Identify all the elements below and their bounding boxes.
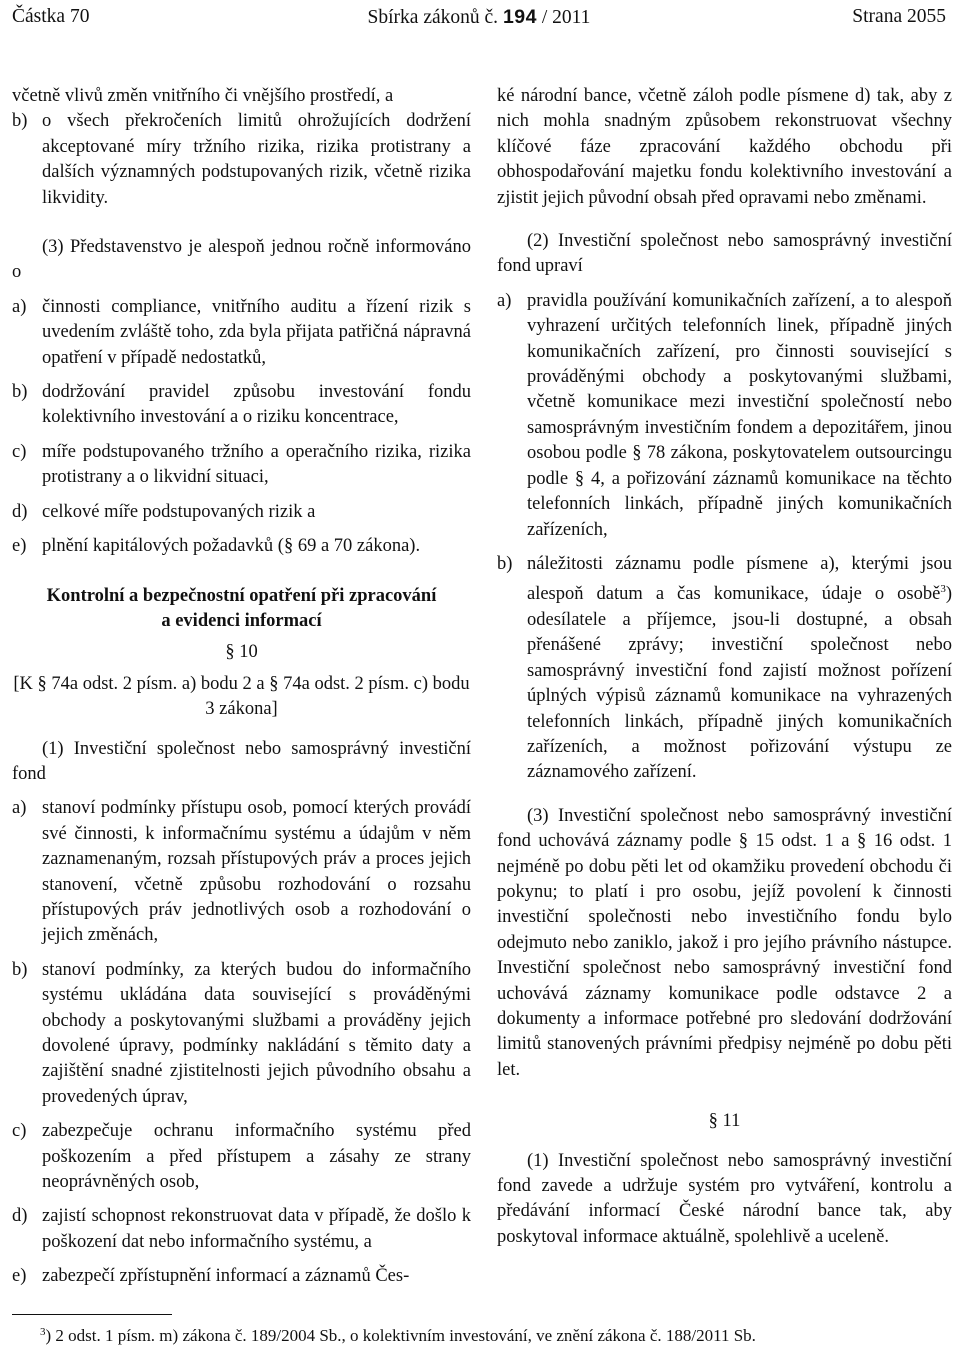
item-marker: d)	[12, 501, 28, 522]
item-marker: d)	[12, 1206, 28, 1227]
item-marker: c)	[12, 441, 27, 462]
list-item	[12, 440, 471, 491]
item-text: dodržování pravidel způsobu investování fondu kolektivního investování a o riziku koncentrace,	[42, 382, 471, 428]
item-marker: b)	[12, 959, 28, 980]
item-marker: c)	[12, 1121, 27, 1142]
list-item	[12, 958, 471, 1110]
paragraph-number: § 11	[708, 1111, 741, 1132]
item-marker: b)	[497, 553, 513, 574]
item-marker: b)	[12, 382, 28, 403]
item-text: zabezpečí zpřístupnění informací a záznamů Čes-	[42, 1266, 410, 1287]
item-text: stanoví podmínky, za kterých budou do informačního systému ukládána data související s prováděnými obchody a poskytovanými službami a prováděny jejich dovolené úpravy, podmínky nakládání s těmito daty a zajištění snadné zjistitelnosti jejich původního obsahu a provedených úprav,	[42, 959, 471, 1107]
list-item	[497, 552, 952, 786]
page-header	[12, 4, 946, 30]
paragraph-3: (3) Představenstvo je alespoň jednou ročně informováno o	[12, 237, 471, 283]
legal-reference: [K § 74a odst. 2 písm. a) bodu 2 a § 74a odst. 2 písm. c) bodu 3 zákona]	[13, 673, 470, 720]
collection-prefix: Sbírka zákonů č.	[367, 7, 499, 28]
item-text: činnosti compliance, vnitřního auditu a řízení rizik s uvedením zvláště toho, zda byla přijata patřičná nápravná opatření v případě nedostatků,	[42, 296, 471, 368]
list-item	[12, 380, 471, 431]
footnote-ref[interactable]: 3	[940, 583, 946, 596]
right-column	[497, 84, 952, 1250]
collection-title	[12, 4, 946, 31]
list-item	[12, 534, 471, 559]
footnote	[40, 1322, 756, 1346]
item-text	[527, 554, 952, 782]
page-number: Strana 2055	[852, 6, 946, 27]
paragraph-2: (2) Investiční společnost nebo samosprávný investiční fond upraví	[497, 231, 952, 277]
paragraph-3: (3) Investiční společnost nebo samosprávný investiční fond uchovává záznamy podle § 15 odst. 1 a § 16 odst. 1 nejméně po dobu pěti let od okamžiku provedení obchodu či pokynu; to platí i pro osobu, jejíž povolení k činnosti investiční společnosti nebo investičního fondu bylo odejmuto nebo zaniklo, jakož i pro jejího právního nástupce. Investiční společnost nebo samosprávný investiční fond uchovává záznamy komunikace podle odstavce 2 a dokumenty a informace potřebné pro sledování dodržování limitů stanovených právními předpisy nejméně po dobu pěti let.	[497, 805, 952, 1080]
continued-text: ké národní bance, včetně záloh podle písmene d) tak, aby z nich mohla snadným způsobem rekonstruovat všechny klíčové fáze zpracování každého obchodu při obhospodařování majetku fondu kolektivního investování a zjistit jejich původní obsah před opravami nebo změnami.	[497, 86, 952, 208]
footnote-marker: 3	[40, 1326, 46, 1338]
paragraph-number: § 10	[225, 642, 258, 663]
item-marker: e)	[12, 1266, 27, 1287]
item-text: míře podstupovaného tržního a operačního rizika, rizika protistrany a o likvidní situaci,	[42, 441, 471, 488]
list-1	[12, 796, 471, 1289]
footnote-separator	[12, 1314, 172, 1315]
left-column	[12, 84, 471, 1290]
list-item	[12, 1119, 471, 1195]
list-item	[12, 295, 471, 371]
list-item	[497, 289, 952, 543]
item-marker: a)	[497, 290, 512, 311]
item-text: celkové míře podstupovaných rizik a	[42, 501, 316, 522]
item-text-end: ) odesílatele a příjemce, jsou-li dostupné, a obsah přenášené zprávy; investiční společnost nebo samosprávný investiční fond zajistí možnost pořízení úplných výpisů záznamů komunikace na vyhrazených telefonních linkách, případně jiných komunikačních zařízeních, a možnost pořizování výstupu ze záznamového zařízení.	[527, 584, 952, 783]
collection-year: / 2011	[541, 7, 591, 28]
section-title: Kontrolní a bezpečnostní opatření při zpracování a evidenci informací	[46, 585, 437, 631]
item-marker: a)	[12, 296, 27, 317]
continued-text: včetně vlivů změn vnitřního či vnějšího prostředí, a	[12, 86, 394, 106]
list-3	[12, 295, 471, 560]
issue-part-label: Částka 70	[12, 6, 90, 27]
item-text: zajistí schopnost rekonstruovat data v případě, že došlo k poškození dat nebo informačního systému, a	[42, 1206, 471, 1252]
paragraph-1: (1) Investiční společnost nebo samosprávný investiční fond	[12, 738, 471, 784]
paragraph-11-1: (1) Investiční společnost nebo samosprávný investiční fond zavede a udržuje systém pro vytváření, kontrolu a předávání informací České národní bance tak, aby poskytoval informace aktuálně, spolehlivě a uceleně.	[497, 1150, 952, 1247]
item-text: plnění kapitálových požadavků (§ 69 a 70 zákona).	[42, 536, 421, 557]
footnote-text: ) 2 odst. 1 písm. m) zákona č. 189/2004 Sb., o kolektivním investování, ve znění zákona č. 188/2011 Sb.	[45, 1326, 756, 1345]
list-item	[12, 1204, 471, 1255]
list-item	[12, 109, 471, 211]
item-text: stanoví podmínky přístupu osob, pomocí kterých provádí své činnosti, k informačnímu systému a údajům v něm zaznamenaným, rozsah přístupových práv a proces jejich stanovení, včetně způsobu rozhodování o rozsahu přístupových práv jednotlivých osob a rozhodování o jejich změnách,	[42, 798, 471, 946]
item-text: pravidla používání komunikačních zařízení, a to alespoň vyhrazení určitých telefonních linek, případně jiných komunikačních zařízení, pro činnosti související s prováděnými obchody a poskytovanými službami, včetně komunikace mezi investiční společností nebo samosprávným investičním fondem a depozitářem, jinou osobou podle § 78 zákona, poskytovatelem outsourcingu podle § 4, a pořizování záznamů komunikace na těchto telefonních linkách, případně jiných komunikačních zařízeních,	[527, 290, 952, 540]
item-text-start: náležitosti záznamu podle písmene a), kterými jsou alespoň datum a čas komunikace, údaje o osobě	[527, 553, 952, 605]
list-item	[12, 500, 471, 525]
collection-number: 194	[502, 6, 537, 28]
item-marker: e)	[12, 536, 27, 557]
item-text: zabezpečuje ochranu informačního systému před poškozením a před přístupem a zásahy ze strany neoprávněných osob,	[42, 1121, 471, 1193]
item-marker: a)	[12, 798, 27, 819]
item-text: o všech překročeních limitů ohrožujících dodržení akceptované míry tržního rizika, rizika protistrany a dalších významných podstupovaných rizik, včetně rizika likvidity.	[42, 111, 471, 208]
list-item	[12, 796, 471, 948]
list-2	[497, 289, 952, 786]
list-item	[12, 1264, 471, 1289]
item-marker: b)	[12, 111, 28, 132]
